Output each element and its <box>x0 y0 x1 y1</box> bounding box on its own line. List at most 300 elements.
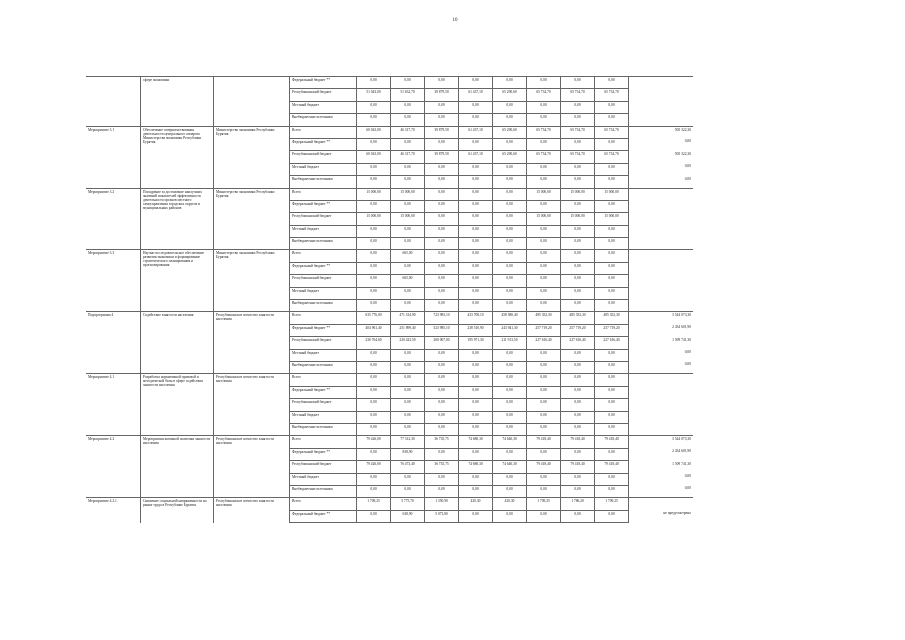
amount-cell: 65 290,60 <box>493 89 527 101</box>
amount-cell: 0,00 <box>527 448 561 460</box>
amount-cell: 0,00 <box>493 473 527 485</box>
total-cell: 505 322,30 <box>674 151 691 156</box>
amount-cell: 65 734,70 <box>595 89 629 101</box>
amount-cell: 0,00 <box>595 411 629 423</box>
amount-cell: 0,00 <box>527 114 561 126</box>
total-cell <box>629 225 694 237</box>
funding-source: Федеральный бюджет ** <box>290 386 357 398</box>
item-executor: Министерство экономики Республики Бурятия <box>214 126 290 188</box>
amount-cell: 65 734,70 <box>561 151 595 163</box>
amount-cell: 227 616,40 <box>527 337 561 349</box>
amount-cell: 0,00 <box>493 138 527 150</box>
total-cell <box>629 250 694 262</box>
amount-cell: 0,00 <box>493 213 527 225</box>
amount-cell: 0,00 <box>561 374 595 386</box>
amount-cell: 0,00 <box>561 300 595 312</box>
total-cell: 3 544 073,30 <box>629 436 694 448</box>
total-cell: 0,00 <box>684 139 691 144</box>
amount-cell: 0,00 <box>527 262 561 274</box>
amount-cell: 0,00 <box>459 275 493 287</box>
amount-cell: 0,00 <box>459 138 493 150</box>
amount-cell: 0,00 <box>493 101 527 113</box>
amount-cell: 65 734,70 <box>561 126 595 138</box>
amount-cell: 0,00 <box>561 262 595 274</box>
amount-cell: 0,00 <box>425 138 459 150</box>
amount-cell: 243 941,30 <box>493 324 527 336</box>
amount-cell: 0,00 <box>595 510 629 522</box>
amount-cell: 0,00 <box>561 510 595 522</box>
amount-cell: 74 680,30 <box>459 461 493 473</box>
amount-cell: 227 616,40 <box>561 337 595 349</box>
amount-cell: 1 786,20 <box>561 498 595 510</box>
amount-cell: 15 000,00 <box>595 188 629 200</box>
total-cell: 2 434 601,90 <box>672 449 691 454</box>
amount-cell: 0,00 <box>357 399 391 411</box>
amount-cell: 0,00 <box>357 287 391 299</box>
amount-cell: 0,00 <box>425 275 459 287</box>
total-cell: 0,00 <box>684 350 691 355</box>
total-cell <box>629 287 694 299</box>
amount-cell: 0,00 <box>459 510 493 522</box>
total-cell <box>629 411 694 423</box>
amount-cell: 257 719,20 <box>595 324 629 336</box>
amount-cell: 76 473,40 <box>391 461 425 473</box>
total-cell: 1 509 741,30 <box>672 337 691 342</box>
amount-cell: 15 000,00 <box>595 213 629 225</box>
amount-cell: 0,00 <box>357 300 391 312</box>
total-cell: 505 322,30 <box>629 126 694 138</box>
amount-cell: 0,00 <box>357 138 391 150</box>
item-code: Мероприятие 4.2 <box>86 436 141 498</box>
amount-cell: 458 580,40 <box>493 312 527 324</box>
amount-cell: 1 709,25 <box>595 498 629 510</box>
table-row <box>86 188 693 200</box>
funding-source: Местный бюджет <box>290 101 357 113</box>
total-cell: 0,00 <box>684 164 691 169</box>
amount-cell: 0,00 <box>561 448 595 460</box>
amount-cell: 0,00 <box>357 275 391 287</box>
amount-cell: 0,00 <box>493 300 527 312</box>
funding-source: Всего <box>290 374 357 386</box>
amount-cell: 79 426,00 <box>357 436 391 448</box>
amount-cell: 0,00 <box>425 101 459 113</box>
amount-cell: 39 879,50 <box>425 89 459 101</box>
item-name: Содействие занятости населения <box>141 312 214 374</box>
amount-cell: 0,00 <box>561 238 595 250</box>
amount-cell: 0,00 <box>527 77 561 89</box>
total-cell: 0,00 <box>684 362 691 367</box>
amount-cell: 0,00 <box>595 473 629 485</box>
amount-cell: 15 000,00 <box>357 188 391 200</box>
item-executor <box>214 77 290 127</box>
amount-cell: 0,00 <box>561 287 595 299</box>
amount-cell: 0,00 <box>595 101 629 113</box>
amount-cell: 0,00 <box>391 200 425 212</box>
amount-cell: 0,00 <box>425 473 459 485</box>
amount-cell: 485 352,30 <box>561 312 595 324</box>
funding-source: Местный бюджет <box>290 411 357 423</box>
total-cell: 1 509 741,30 <box>672 461 691 466</box>
item-executor: Республиканское агентство занятости населения <box>214 498 290 523</box>
amount-cell: 0,00 <box>595 163 629 175</box>
item-executor: Республиканское агентство занятости населения <box>214 436 290 498</box>
amount-cell: 211 913,50 <box>493 337 527 349</box>
amount-cell: 0,00 <box>357 225 391 237</box>
amount-cell: 15 000,00 <box>357 213 391 225</box>
amount-cell: 0,00 <box>493 423 527 435</box>
amount-cell: 0,00 <box>357 386 391 398</box>
amount-cell: 0,00 <box>561 411 595 423</box>
amount-cell: 0,00 <box>595 262 629 274</box>
amount-cell: 0,00 <box>527 485 561 497</box>
amount-cell: 0,00 <box>595 300 629 312</box>
amount-cell: 200 007,00 <box>425 337 459 349</box>
amount-cell: 0,00 <box>357 77 391 89</box>
funding-source: Республиканский бюджет <box>290 89 357 101</box>
total-cell: 0,00 <box>684 486 691 491</box>
amount-cell: 0,00 <box>527 361 561 373</box>
amount-cell: 0,00 <box>493 163 527 175</box>
amount-cell: 0,00 <box>425 287 459 299</box>
amount-cell: 61 437,10 <box>459 89 493 101</box>
funding-source: Внебюджетные источники <box>290 114 357 126</box>
amount-cell: 60 043,00 <box>357 126 391 138</box>
amount-cell: 0,00 <box>391 114 425 126</box>
amount-cell: 15 000,00 <box>561 188 595 200</box>
amount-cell: 0,00 <box>459 250 493 262</box>
funding-source: Внебюджетные источники <box>290 423 357 435</box>
amount-cell: 0,00 <box>561 485 595 497</box>
item-name: Поощрение за достижение наилучших значений показателей эффективности деятельности органов местного самоуправления городских округов и муниципальных районов <box>141 188 214 250</box>
amount-cell: 0,00 <box>595 361 629 373</box>
amount-cell: 15 000,00 <box>527 213 561 225</box>
amount-cell: 0,00 <box>527 287 561 299</box>
amount-cell: 0,00 <box>459 225 493 237</box>
table-row <box>86 77 693 89</box>
amount-cell: 0,00 <box>459 176 493 188</box>
amount-cell: 0,00 <box>391 473 425 485</box>
amount-cell: 485 352,30 <box>527 312 561 324</box>
total-cell <box>629 213 694 225</box>
amount-cell: 60 043,00 <box>357 151 391 163</box>
total-cell <box>629 238 694 250</box>
total-cell <box>629 262 694 274</box>
funding-source: Местный бюджет <box>290 163 357 175</box>
amount-cell: 0,00 <box>425 262 459 274</box>
amount-cell: 220 423,50 <box>391 337 425 349</box>
amount-cell: 230 764,60 <box>357 337 391 349</box>
amount-cell: 0,00 <box>357 448 391 460</box>
amount-cell: 0,00 <box>527 138 561 150</box>
amount-cell: 0,00 <box>561 138 595 150</box>
amount-cell: 0,00 <box>459 163 493 175</box>
item-code: Мероприятие 4.2.1. <box>86 498 141 523</box>
funding-source: Федеральный бюджет ** <box>290 262 357 274</box>
funding-source: Внебюджетные источники <box>290 238 357 250</box>
amount-cell: 0,00 <box>527 411 561 423</box>
amount-cell: 51 632,70 <box>391 89 425 101</box>
amount-cell: 638,90 <box>391 510 425 522</box>
amount-cell: 0,00 <box>561 200 595 212</box>
amount-cell: 0,00 <box>357 238 391 250</box>
amount-cell: 0,00 <box>391 349 425 361</box>
amount-cell: 0,00 <box>595 349 629 361</box>
item-code: Мероприятие 3.2 <box>86 188 141 250</box>
amount-cell: 15 000,00 <box>561 213 595 225</box>
amount-cell: 0,00 <box>527 349 561 361</box>
table-row <box>86 436 693 448</box>
total-cell: 0,00 <box>684 474 691 478</box>
amount-cell: 0,00 <box>561 163 595 175</box>
item-executor: Республиканское агентство занятости населения <box>214 312 290 374</box>
amount-cell: 46 317,70 <box>391 151 425 163</box>
amount-cell: 0,00 <box>493 114 527 126</box>
amount-cell: 0,00 <box>459 200 493 212</box>
amount-cell: 0,00 <box>595 386 629 398</box>
amount-cell: 0,00 <box>595 287 629 299</box>
total-cell <box>629 200 694 212</box>
item-executor: Министерство экономики Республики Бурятия <box>214 250 290 312</box>
amount-cell: 79 418,40 <box>527 436 561 448</box>
amount-cell: 0,00 <box>595 250 629 262</box>
amount-cell: 0,00 <box>425 374 459 386</box>
amount-cell: 420,30 <box>459 498 493 510</box>
funding-source: Республиканский бюджет <box>290 337 357 349</box>
table-row <box>86 250 693 262</box>
amount-cell: 0,00 <box>391 176 425 188</box>
funding-source: Всего <box>290 188 357 200</box>
amount-cell: 0,00 <box>459 262 493 274</box>
funding-source: Всего <box>290 312 357 324</box>
amount-cell: 79 418,40 <box>561 436 595 448</box>
amount-cell: 0,00 <box>527 176 561 188</box>
amount-cell: 257 719,20 <box>527 324 561 336</box>
amount-cell: 0,00 <box>561 386 595 398</box>
item-executor: Министерство экономики Республики Бурятия <box>214 188 290 250</box>
amount-cell: 0,00 <box>595 77 629 89</box>
amount-cell: 1 350,90 <box>425 498 459 510</box>
total-cell: 3 544 073,30 <box>629 312 694 324</box>
amount-cell: 15 000,00 <box>527 188 561 200</box>
total-cell <box>629 423 694 435</box>
amount-cell: 15 000,00 <box>391 213 425 225</box>
amount-cell: 665,00 <box>391 275 425 287</box>
amount-cell: 0,00 <box>391 374 425 386</box>
amount-cell: 0,00 <box>595 374 629 386</box>
amount-cell: 227 616,40 <box>595 337 629 349</box>
amount-cell: 0,00 <box>459 448 493 460</box>
amount-cell: 0,00 <box>595 176 629 188</box>
amount-cell: 0,00 <box>459 238 493 250</box>
amount-cell: 0,00 <box>459 213 493 225</box>
total-cell <box>629 89 694 101</box>
amount-cell: 0,00 <box>493 188 527 200</box>
funding-source: Всего <box>290 498 357 510</box>
amount-cell: 79 418,40 <box>561 461 595 473</box>
amount-cell: 0,00 <box>391 225 425 237</box>
amount-cell: 0,00 <box>493 176 527 188</box>
amount-cell: 0,00 <box>595 423 629 435</box>
amount-cell: 195 971,30 <box>459 337 493 349</box>
amount-cell: 0,00 <box>527 473 561 485</box>
amount-cell: 0,00 <box>391 386 425 398</box>
amount-cell: 0,00 <box>391 238 425 250</box>
table-row <box>86 126 693 138</box>
funding-source: Федеральный бюджет ** <box>290 324 357 336</box>
funding-source: Внебюджетные источники <box>290 361 357 373</box>
amount-cell: 0,00 <box>357 176 391 188</box>
amount-cell: 0,00 <box>561 361 595 373</box>
amount-cell: 0,00 <box>561 250 595 262</box>
funding-source: Федеральный бюджет ** <box>290 510 357 522</box>
total-cell <box>629 300 694 312</box>
amount-cell: 0,00 <box>493 225 527 237</box>
item-name: сфере экономики <box>141 77 214 127</box>
item-name: Снижение социальной напряженности на рынке труда в Республике Бурятия <box>141 498 214 523</box>
total-cell <box>629 101 694 113</box>
amount-cell: 65 734,70 <box>527 151 561 163</box>
total-cell <box>629 77 694 89</box>
amount-cell: 0,00 <box>527 374 561 386</box>
amount-cell: 0,00 <box>527 250 561 262</box>
funding-source: Местный бюджет <box>290 225 357 237</box>
amount-cell: 0,00 <box>459 423 493 435</box>
amount-cell: 74 680,30 <box>459 436 493 448</box>
funding-source: Федеральный бюджет ** <box>290 448 357 460</box>
funding-source: Местный бюджет <box>290 349 357 361</box>
amount-cell: 0,00 <box>561 275 595 287</box>
funding-source: Республиканский бюджет <box>290 151 357 163</box>
amount-cell: 0,00 <box>493 287 527 299</box>
amount-cell: 0,00 <box>493 374 527 386</box>
amount-cell: 65 734,70 <box>561 89 595 101</box>
amount-cell: 39 879,50 <box>425 126 459 138</box>
amount-cell: 0,00 <box>527 300 561 312</box>
amount-cell: 723 983,10 <box>425 312 459 324</box>
amount-cell: 0,00 <box>357 374 391 386</box>
amount-cell: 404 961,40 <box>357 324 391 336</box>
amount-cell: 61 437,10 <box>459 126 493 138</box>
amount-cell: 36 735,75 <box>425 436 459 448</box>
amount-cell: 0,00 <box>527 399 561 411</box>
amount-cell: 0,00 <box>493 411 527 423</box>
funding-source: Республиканский бюджет <box>290 275 357 287</box>
amount-cell: 0,00 <box>493 275 527 287</box>
amount-cell: 0,00 <box>425 213 459 225</box>
amount-cell: 0,00 <box>391 300 425 312</box>
total-cell <box>629 386 694 398</box>
amount-cell: 74 640,30 <box>493 436 527 448</box>
amount-cell: 0,00 <box>459 101 493 113</box>
total-cell <box>629 498 694 510</box>
amount-cell: 0,00 <box>425 188 459 200</box>
amount-cell: 0,00 <box>459 114 493 126</box>
amount-cell: 0,00 <box>425 485 459 497</box>
funding-source: Местный бюджет <box>290 287 357 299</box>
item-name: Мероприятия активной политики занятости населения <box>141 436 214 498</box>
amount-cell: 0,00 <box>357 485 391 497</box>
amount-cell: 0,00 <box>527 163 561 175</box>
amount-cell: 74 640,30 <box>493 461 527 473</box>
amount-cell: 0,00 <box>425 349 459 361</box>
amount-cell: 0,00 <box>595 275 629 287</box>
amount-cell: 15 000,00 <box>391 188 425 200</box>
amount-cell: 0,00 <box>561 473 595 485</box>
funding-source: Внебюджетные источники <box>290 176 357 188</box>
total-cell <box>629 275 694 287</box>
amount-cell: 0,00 <box>527 510 561 522</box>
amount-cell: 65 290,60 <box>493 126 527 138</box>
funding-source: Всего <box>290 126 357 138</box>
amount-cell: 0,00 <box>561 114 595 126</box>
amount-cell: 0,00 <box>493 361 527 373</box>
funding-source: Внебюджетные источники <box>290 300 357 312</box>
amount-cell: 1 709,25 <box>357 498 391 510</box>
amount-cell: 0,00 <box>425 423 459 435</box>
amount-cell: 0,00 <box>425 238 459 250</box>
funding-source: Внебюджетные источники <box>290 485 357 497</box>
amount-cell: 433 708,10 <box>459 312 493 324</box>
table-row <box>86 374 693 386</box>
amount-cell: 0,00 <box>425 300 459 312</box>
amount-cell: 0,00 <box>391 287 425 299</box>
amount-cell: 0,00 <box>459 485 493 497</box>
amount-cell: 0,00 <box>357 250 391 262</box>
amount-cell: 0,00 <box>561 349 595 361</box>
amount-cell: 0,00 <box>595 485 629 497</box>
amount-cell: 0,00 <box>493 77 527 89</box>
amount-cell: 0,00 <box>595 399 629 411</box>
amount-cell: 257 719,20 <box>561 324 595 336</box>
amount-cell: 0,00 <box>595 138 629 150</box>
total-cell: 0,00 <box>684 176 691 181</box>
funding-source: Всего <box>290 436 357 448</box>
amount-cell: 0,00 <box>493 349 527 361</box>
amount-cell: 46 317,70 <box>391 126 425 138</box>
amount-cell: 0,00 <box>459 77 493 89</box>
amount-cell: 420,30 <box>493 498 527 510</box>
amount-cell: 0,00 <box>425 386 459 398</box>
amount-cell: 5 073,80 <box>425 510 459 522</box>
amount-cell: 0,00 <box>391 262 425 274</box>
amount-cell: 0,00 <box>425 399 459 411</box>
table-row <box>86 312 693 324</box>
amount-cell: 0,00 <box>493 386 527 398</box>
amount-cell: 39 879,50 <box>425 151 459 163</box>
amount-cell: 0,00 <box>561 77 595 89</box>
amount-cell: 0,00 <box>527 101 561 113</box>
amount-cell: 0,00 <box>459 188 493 200</box>
amount-cell: 0,00 <box>357 101 391 113</box>
amount-cell: 0,00 <box>561 176 595 188</box>
amount-cell: 0,00 <box>459 411 493 423</box>
amount-cell: 0,00 <box>357 411 391 423</box>
total-cell <box>629 374 694 386</box>
amount-cell: 471 314,90 <box>391 312 425 324</box>
amount-cell: 0,00 <box>561 399 595 411</box>
amount-cell: 0,00 <box>425 225 459 237</box>
amount-cell: 485 352,30 <box>595 312 629 324</box>
amount-cell: 0,00 <box>425 361 459 373</box>
amount-cell: 1 709,25 <box>527 498 561 510</box>
amount-cell: 251 899,40 <box>391 324 425 336</box>
amount-cell: 0,00 <box>527 275 561 287</box>
amount-cell: 0,00 <box>493 200 527 212</box>
amount-cell: 0,00 <box>493 510 527 522</box>
amount-cell: 0,00 <box>357 349 391 361</box>
amount-cell: 0,00 <box>459 361 493 373</box>
amount-cell: 665,00 <box>391 250 425 262</box>
